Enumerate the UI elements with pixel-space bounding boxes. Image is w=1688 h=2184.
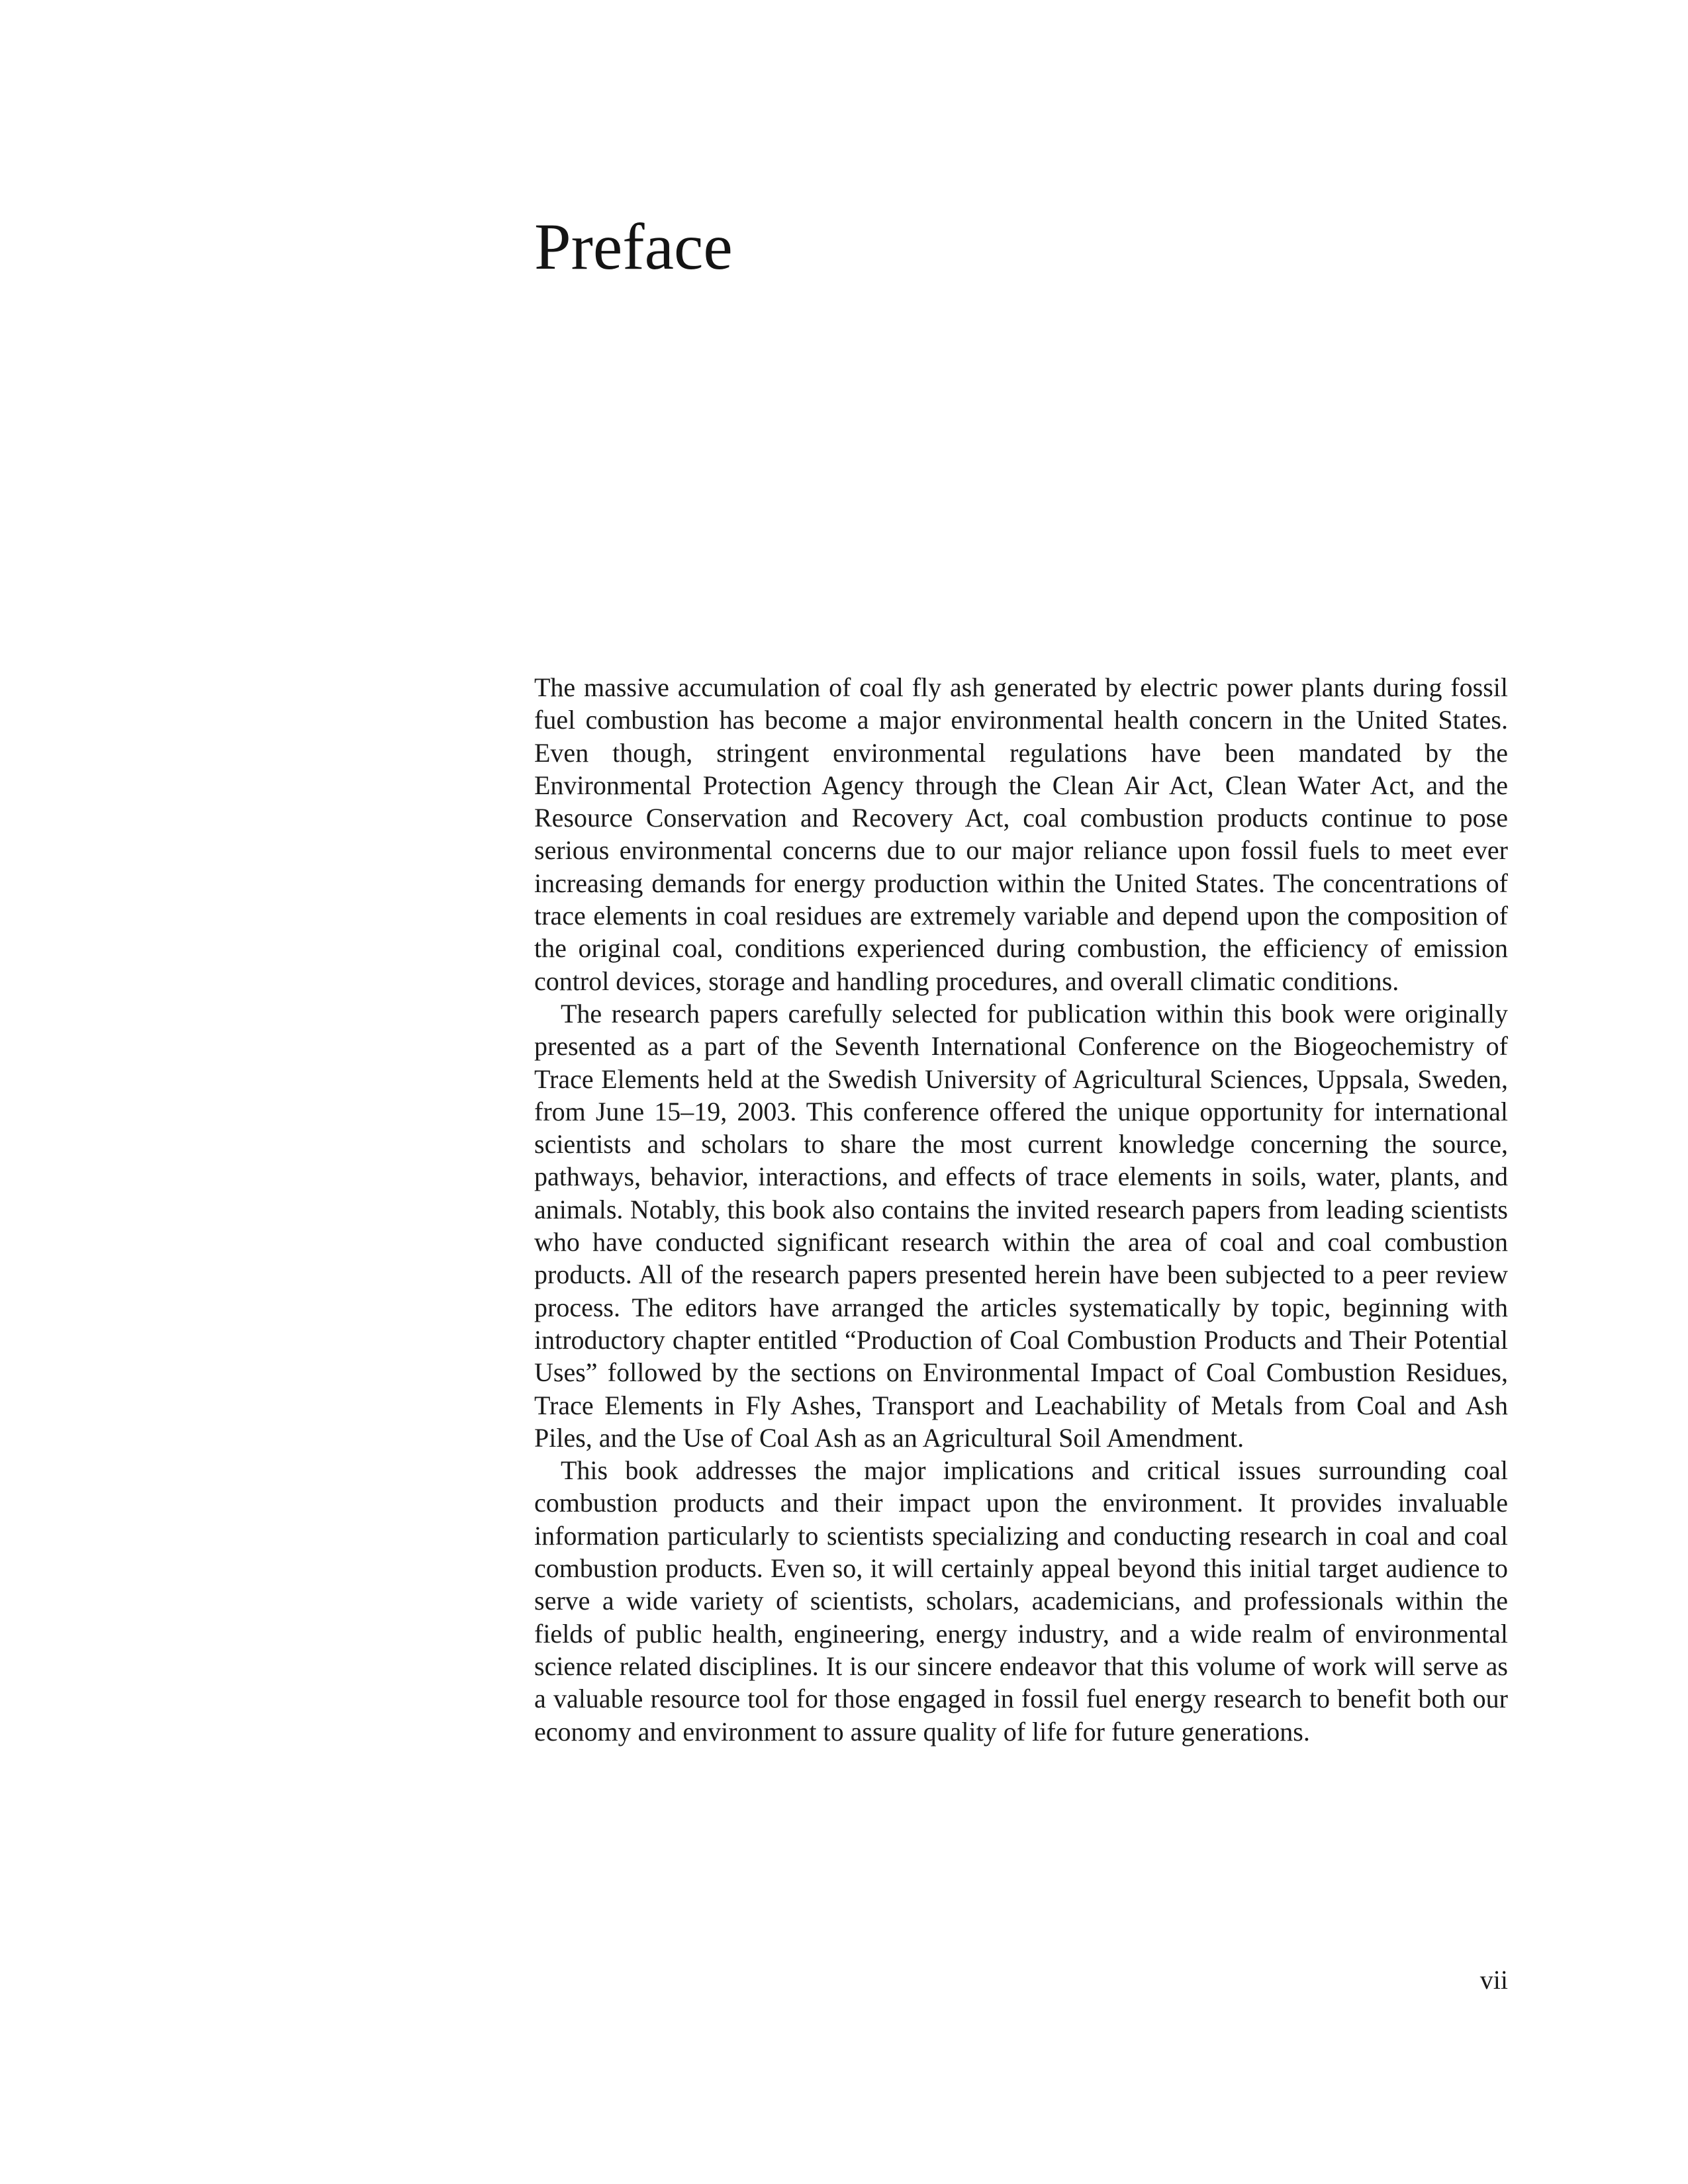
paragraph-1: The massive accumulation of coal fly ash generated by electric power plants during fossil fuel combustion has become a major environmental health concern in the United States. Even though, stringent environmental regulations have been mandated by the Environmental Protection Agency through the Clean Air Act, Clean Water Act, and the Resource Conservation and Recovery Act, coal combustion products continue to pose serious environmental concerns due to our major reliance upon fossil fuels to meet ever increasing demands for energy production within the United States. The concentrations of trace elements in coal residues are extremely variable and depend upon the composition of the original coal, conditions experienced during combustion, the efficiency of emission control devices, storage and handling procedures, and overall climatic conditions. [534,672,1508,996]
chapter-title: Preface [534,210,733,283]
paragraph-3: This book addresses the major implications and critical issues surrounding coal combustion products and their impact upon the environment. It provides invaluable information particularly to scientists specializing and conducting research in coal and coal combustion products. Even so, it will certainly appeal beyond this initial target audience to serve a wide variety of scientists, scholars, academicians, and professionals within the fields of public health, engineering, energy industry, and a wide realm of environmental science related disciplines. It is our sincere endeavor that this volume of work will serve as a valuable resource tool for those engaged in fossil fuel energy research to benefit both our economy and environment to assure quality of life for future generations. [534,1455,1508,1747]
preface-body [534,671,1508,1748]
page-number: vii [1479,1965,1508,1995]
paragraph-2: The research papers carefully selected for publication within this book were originally presented as a part of the Seventh International Conference on the Biogeochemistry of Trace Elements held at the Swedish University of Agricultural Sciences, Uppsala, Sweden, from June 15–19, 2003. This conference offered the unique opportunity for international scientists and scholars to share the most current knowledge concerning the source, pathways, behavior, interactions, and effects of trace elements in soils, water, plants, and animals. Notably, this book also contains the invited research papers from leading scientists who have conducted significant research within the area of coal and coal combustion products. All of the research papers presented herein have been subjected to a peer review process. The editors have arranged the articles systematically by topic, beginning with introductory chapter entitled “Production of Coal Combustion Products and Their Potential Uses” followed by the sections on Environmental Impact of Coal Combustion Residues, Trace Elements in Fly Ashes, Transport and Leachability of Metals from Coal and Ash Piles, and the Use of Coal Ash as an Agricultural Soil Amendment. [534,998,1508,1453]
